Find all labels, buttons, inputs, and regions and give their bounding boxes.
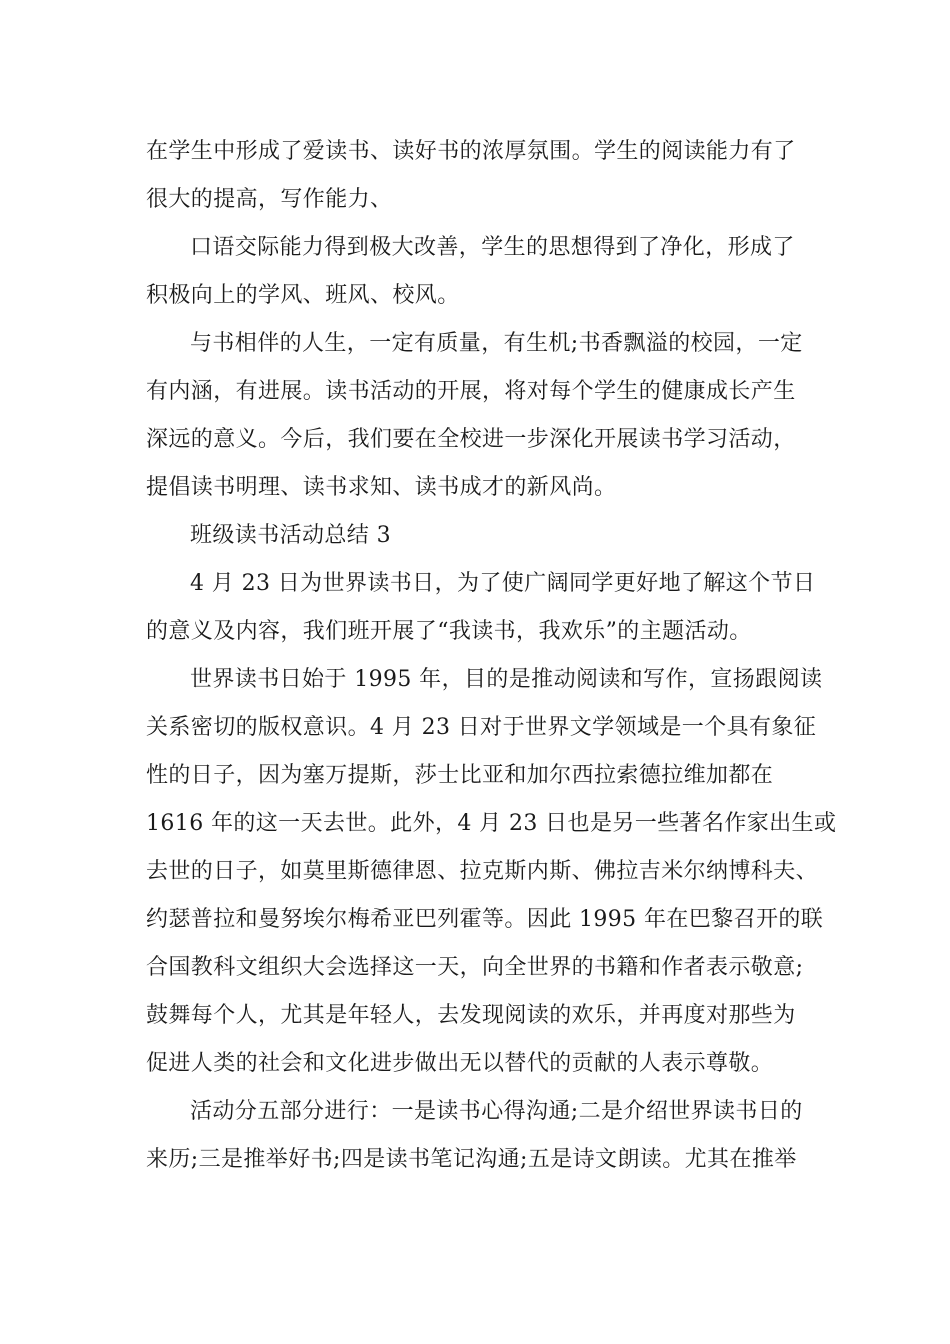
paragraph-start-line: 口语交际能力得到极大改善，学生的思想得到了净化，形成了	[190, 235, 795, 260]
text-line: 关系密切的版权意识。4 月 23 日对于世界文学领域是一个具有象征	[146, 715, 817, 740]
text-line: 去世的日子，如莫里斯德律恩、拉克斯内斯、佛拉吉米尔纳博科夫、	[146, 859, 819, 884]
text-line: 积极向上的学风、班风、校风。	[146, 283, 460, 308]
text-line: 1616 年的这一天去世。此外，4 月 23 日也是另一些著名作家出生或	[146, 811, 837, 836]
text-line: 鼓舞每个人，尤其是年轻人，去发现阅读的欢乐，并再度对那些为	[146, 1003, 796, 1028]
text-line: 有内涵，有进展。读书活动的开展，将对每个学生的健康成长产生	[146, 379, 796, 404]
text-line: 在学生中形成了爱读书、读好书的浓厚氛围。学生的阅读能力有了	[146, 139, 796, 164]
text-line: 提倡读书明理、读书求知、读书成才的新风尚。	[146, 475, 617, 500]
text-line: 性的日子，因为塞万提斯，莎士比亚和加尔西拉索德拉维加都在	[146, 763, 774, 788]
text-line: 促进人类的社会和文化进步做出无以替代的贡献的人表示尊敬。	[146, 1051, 774, 1076]
paragraph-start-line: 活动分五部分进行：一是读书心得沟通;二是介绍世界读书日的	[190, 1099, 803, 1124]
paragraph-start-line: 与书相伴的人生，一定有质量，有生机;书香飘溢的校园，一定	[190, 331, 803, 356]
text-line: 的意义及内容，我们班开展了“我读书，我欢乐”的主题活动。	[146, 619, 752, 644]
paragraph-start-line: 4 月 23 日为世界读书日，为了使广阔同学更好地了解这个节日	[190, 571, 816, 596]
text-line: 约瑟普拉和曼努埃尔梅希亚巴列霍等。因此 1995 年在巴黎召开的联	[146, 907, 824, 932]
paragraph-start-line: 世界读书日始于 1995 年，目的是推动阅读和写作，宣扬跟阅读	[190, 667, 823, 692]
text-line: 深远的意义。今后，我们要在全校进一步深化开展读书学习活动，	[146, 427, 796, 452]
document-body	[146, 128, 837, 1184]
text-line: 合国教科文组织大会选择这一天，向全世界的书籍和作者表示敬意;	[146, 955, 804, 980]
section-heading: 班级读书活动总结 3	[190, 523, 391, 548]
text-line: 很大的提高，写作能力、	[146, 187, 393, 212]
text-line: 来历;三是推举好书;四是读书笔记沟通;五是诗文朗读。尤其在推举	[146, 1147, 797, 1172]
